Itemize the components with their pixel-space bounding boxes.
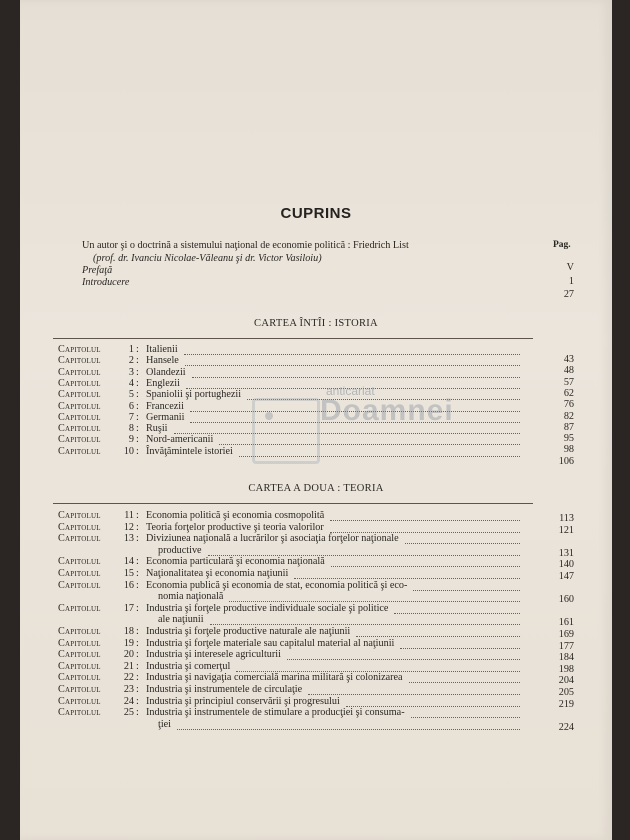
watermark-dot-icon	[265, 412, 273, 420]
page-number: 76	[563, 399, 574, 411]
page-title: CUPRINS	[280, 205, 352, 222]
chapter-number: 10	[123, 445, 134, 457]
page-number: 177	[558, 640, 574, 652]
page-number: 140	[558, 559, 574, 571]
chapter-number: 19	[123, 637, 134, 649]
chapter-label: Capitolul	[58, 533, 101, 545]
watermark-text-small: anticariat	[326, 384, 375, 398]
front-line-4: Introducere	[82, 277, 130, 288]
chapter-label: Capitolul	[58, 707, 101, 719]
toc-row	[58, 661, 528, 673]
toc-row	[58, 707, 528, 719]
chapter-title: Învăţămintele istoriei	[146, 445, 233, 457]
page-number: 62	[563, 387, 574, 399]
chapter-title: Naţionalitatea şi economia naţiunii	[146, 568, 289, 579]
chapter-colon: :	[136, 389, 139, 401]
toc-row	[58, 684, 528, 696]
chapter-colon: :	[136, 434, 139, 446]
page-number: 87	[563, 421, 574, 433]
section-rule	[53, 503, 533, 504]
chapter-number: 16	[123, 579, 134, 591]
page-number: 98	[563, 444, 574, 456]
page-number: 205	[558, 687, 574, 698]
page-number: 160	[558, 594, 574, 606]
chapter-colon: :	[136, 695, 139, 707]
section-title-istoria: CARTEA ÎNTÎI : ISTORIA	[254, 318, 378, 329]
chapter-title: Hansele	[146, 355, 179, 367]
front-page-3: 27	[563, 289, 574, 300]
toc-row	[58, 344, 528, 356]
chapter-title: Ruşii	[146, 423, 168, 435]
page-number: 57	[563, 376, 574, 388]
chapter-number: 11	[124, 510, 134, 521]
page-number: 204	[558, 675, 574, 687]
chapter-label: Capitolul	[58, 434, 101, 446]
chapter-title: Industria şi principiul conservării şi progresului	[146, 695, 340, 707]
chapter-title: ale naţiunii	[158, 614, 204, 626]
chapter-number: 23	[123, 684, 134, 695]
chapter-number: 7	[128, 411, 134, 423]
page-number: 198	[558, 663, 574, 675]
toc-row	[58, 522, 528, 534]
toc-row	[58, 556, 528, 568]
chapter-colon: :	[136, 626, 139, 637]
chapter-title: Olandezii	[146, 366, 186, 378]
chapter-label: Capitolul	[58, 602, 101, 614]
chapter-title: Englezii	[146, 377, 180, 389]
chapter-number: 5	[128, 389, 134, 401]
chapter-colon: :	[136, 445, 139, 457]
chapter-colon: :	[136, 510, 139, 521]
toc-row	[58, 672, 528, 684]
chapter-label: Capitolul	[58, 411, 101, 423]
watermark-text-large: Doamnei	[320, 394, 454, 427]
chapter-number: 21	[123, 660, 134, 672]
toc-row	[58, 378, 528, 390]
chapter-label: Capitolul	[58, 695, 101, 707]
chapter-title: Italienii	[146, 344, 178, 355]
chapter-colon: :	[136, 568, 139, 579]
chapter-number: 3	[128, 366, 134, 378]
chapter-label: Capitolul	[58, 684, 101, 695]
chapter-label: Capitolul	[58, 556, 101, 568]
page-header-label: Pag.	[553, 240, 571, 250]
chapter-label: Capitolul	[58, 355, 101, 367]
chapter-title: Industria şi comerţul	[146, 660, 231, 672]
toc-row	[58, 545, 528, 557]
chapter-label: Capitolul	[58, 672, 101, 684]
toc-row	[58, 614, 528, 626]
chapter-number: 8	[128, 423, 134, 435]
chapter-number: 17	[123, 602, 134, 614]
toc-row	[58, 568, 528, 580]
chapter-title: Industria şi interesele agriculturii	[146, 649, 281, 661]
chapter-colon: :	[136, 521, 139, 533]
section-rule	[53, 338, 533, 339]
chapter-colon: :	[136, 400, 139, 412]
chapter-title: Industria şi forţele productive naturale ale naţiunii	[146, 626, 351, 637]
chapter-title: Industria şi instrumentele de circulaţie	[146, 684, 303, 695]
chapter-colon: :	[136, 637, 139, 649]
chapter-label: Capitolul	[58, 568, 101, 579]
chapter-title: Industria şi instrumentele de stimulare a producţiei şi consuma-	[146, 707, 405, 719]
toc-row	[58, 510, 528, 522]
chapter-colon: :	[136, 707, 139, 719]
toc-row	[58, 638, 528, 650]
chapter-title: Industria şi navigaţia comercială marina militară şi colonizarea	[146, 672, 403, 684]
chapter-colon: :	[136, 377, 139, 389]
chapter-title: Germanii	[146, 411, 185, 423]
page-number: 95	[563, 433, 574, 445]
chapter-number: 25	[123, 707, 134, 719]
chapter-label: Capitolul	[58, 366, 101, 378]
chapter-colon: :	[136, 556, 139, 568]
chapter-label: Capitolul	[58, 637, 101, 649]
chapter-title: Industria şi forţele materiale sau capitalul material al naţiunii	[146, 637, 395, 649]
chapter-number: 13	[123, 533, 134, 545]
watermark-logo-icon	[252, 398, 320, 464]
chapter-title: ţiei	[158, 718, 172, 730]
page-number: 147	[558, 571, 574, 582]
page-number: 184	[558, 652, 574, 664]
chapter-label: Capitolul	[58, 377, 101, 389]
chapter-title: Francezii	[146, 400, 184, 412]
chapter-label: Capitolul	[58, 389, 101, 401]
page-number: 106	[558, 455, 574, 467]
chapter-title: Spaniolii şi portughezii	[146, 389, 242, 401]
chapter-colon: :	[136, 411, 139, 423]
toc-row	[58, 533, 528, 545]
front-line-1: Un autor şi o doctrină a sistemului naţional de economie politică : Friedrich List	[82, 240, 409, 251]
chapter-label: Capitolul	[58, 579, 101, 591]
toc-row	[58, 355, 528, 367]
chapter-colon: :	[136, 684, 139, 695]
chapter-colon: :	[136, 602, 139, 614]
chapter-number: 2	[128, 355, 134, 367]
toc-row	[58, 649, 528, 661]
page-number: 82	[563, 410, 574, 422]
chapter-number: 4	[128, 377, 134, 389]
chapter-colon: :	[136, 579, 139, 591]
chapter-label: Capitolul	[58, 423, 101, 435]
page-number: 169	[558, 629, 574, 640]
chapter-colon: :	[136, 344, 139, 355]
chapter-colon: :	[136, 672, 139, 684]
chapter-colon: :	[136, 355, 139, 367]
chapter-title: Economia politică şi economia cosmopolită	[146, 510, 325, 521]
front-line-2: (prof. dr. Ivanciu Nicolae-Văleanu şi dr. Victor Vasiloiu)	[93, 253, 322, 264]
toc-row	[58, 603, 528, 615]
chapter-title: Economia publică şi economia de stat, economia politică şi eco-	[146, 579, 408, 591]
chapter-label: Capitolul	[58, 521, 101, 533]
chapter-title: Diviziunea naţională a lucrărilor şi asociaţia forţelor naţionale	[146, 533, 399, 545]
chapter-number: 6	[128, 400, 134, 412]
toc-row	[58, 591, 528, 603]
chapter-label: Capitolul	[58, 344, 101, 355]
page-number: 219	[558, 698, 574, 710]
chapter-label: Capitolul	[58, 445, 101, 457]
chapter-label: Capitolul	[58, 510, 101, 521]
chapter-number: 20	[123, 649, 134, 661]
front-line-3: Prefaţă	[82, 265, 113, 276]
page-number: 48	[563, 365, 574, 377]
chapter-colon: :	[136, 423, 139, 435]
front-page-2: 1	[568, 276, 574, 287]
book-page	[20, 0, 612, 840]
page-number: 121	[558, 524, 574, 536]
page-number: 224	[558, 721, 574, 733]
chapter-number: 9	[128, 434, 134, 446]
chapter-colon: :	[136, 366, 139, 378]
front-page-1: V	[566, 262, 574, 273]
section-title-teoria: CARTEA A DOUA : TEORIA	[248, 483, 384, 494]
chapter-number: 15	[123, 568, 134, 579]
chapter-colon: :	[136, 660, 139, 672]
toc-row	[58, 719, 528, 731]
chapter-title: nomia naţională	[158, 591, 224, 603]
chapter-number: 14	[123, 556, 134, 568]
page-number: 43	[563, 354, 574, 365]
leader-dots	[177, 729, 520, 730]
chapter-title: Nord-americanii	[146, 434, 214, 446]
chapter-number: 24	[123, 695, 134, 707]
chapter-label: Capitolul	[58, 660, 101, 672]
toc-row	[58, 367, 528, 379]
chapter-label: Capitolul	[58, 400, 101, 412]
chapter-title: Industria şi forţele productive individuale sociale şi politice	[146, 602, 389, 614]
chapter-number: 18	[123, 626, 134, 637]
page-number: 113	[559, 513, 574, 524]
chapter-label: Capitolul	[58, 626, 101, 637]
chapter-colon: :	[136, 533, 139, 545]
page-number: 161	[558, 617, 574, 629]
chapter-number: 1	[128, 344, 134, 355]
toc-row	[58, 696, 528, 708]
chapter-title: productive	[158, 544, 202, 556]
page-number: 131	[558, 547, 574, 559]
chapter-colon: :	[136, 649, 139, 661]
chapter-number: 12	[123, 521, 134, 533]
chapter-number: 22	[123, 672, 134, 684]
toc-row	[58, 580, 528, 592]
chapter-label: Capitolul	[58, 649, 101, 661]
chapter-title: Economia particulară şi economia naţională	[146, 556, 325, 568]
toc-row	[58, 626, 528, 638]
chapter-title: Teoria forţelor productive şi teoria valorilor	[146, 521, 324, 533]
